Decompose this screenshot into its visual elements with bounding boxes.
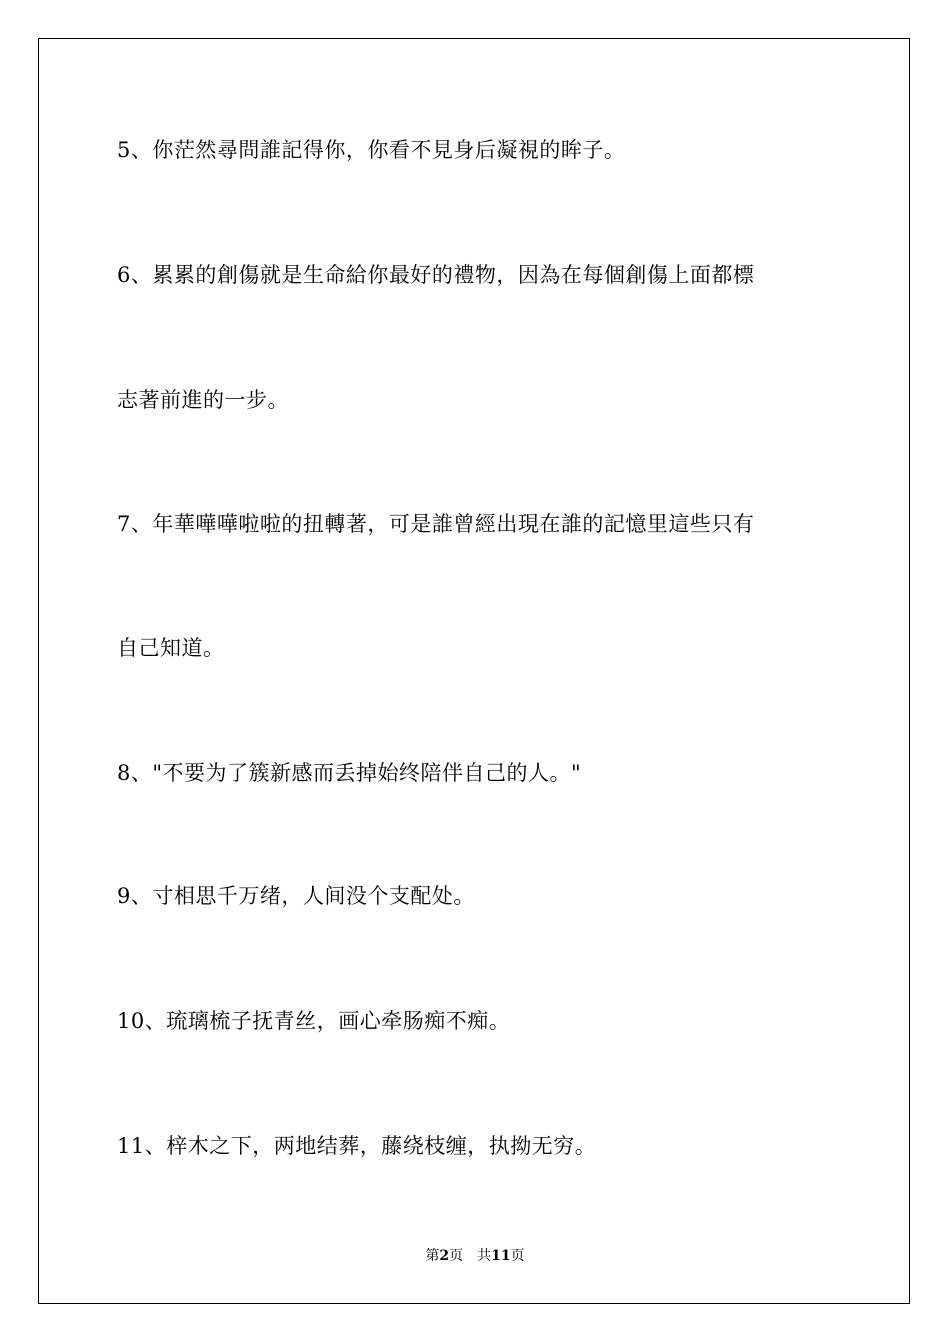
page-frame xyxy=(38,38,910,1304)
footer-page-suffix: 页 xyxy=(449,1248,464,1264)
footer-prefix: 第 xyxy=(425,1248,440,1264)
footer-total-prefix: 共 xyxy=(477,1248,492,1264)
text-line-7b: 自己知道。 xyxy=(117,636,225,660)
text-line-5: 5、你茫然尋問誰記得你，你看不見身后凝視的眸子。 xyxy=(117,138,626,162)
text-line-11: 11、梓木之下，两地结葬，藤绕枝缠，执拗无穷。 xyxy=(117,1134,597,1158)
current-page-number: 2 xyxy=(439,1248,450,1264)
total-pages-number: 11 xyxy=(491,1248,511,1264)
text-line-9: 9、寸相思千万绪，人间没个支配处。 xyxy=(117,884,475,908)
text-line-10: 10、琉璃梳子抚青丝，画心牵肠痴不痴。 xyxy=(117,1009,511,1033)
text-line-6b: 志著前進的一步。 xyxy=(117,388,289,412)
text-line-6a: 6、累累的創傷就是生命給你最好的禮物，因為在每個創傷上面都標 xyxy=(117,263,755,287)
text-line-7a: 7、年華嘩嘩啦啦的扭轉著，可是誰曾經出現在誰的記憶里這些只有 xyxy=(117,512,755,536)
text-line-8: 8、"不要为了簇新感而丢掉始终陪伴自己的人。" xyxy=(117,761,582,785)
footer-total-suffix: 页 xyxy=(510,1248,525,1264)
page-footer xyxy=(0,1246,950,1266)
